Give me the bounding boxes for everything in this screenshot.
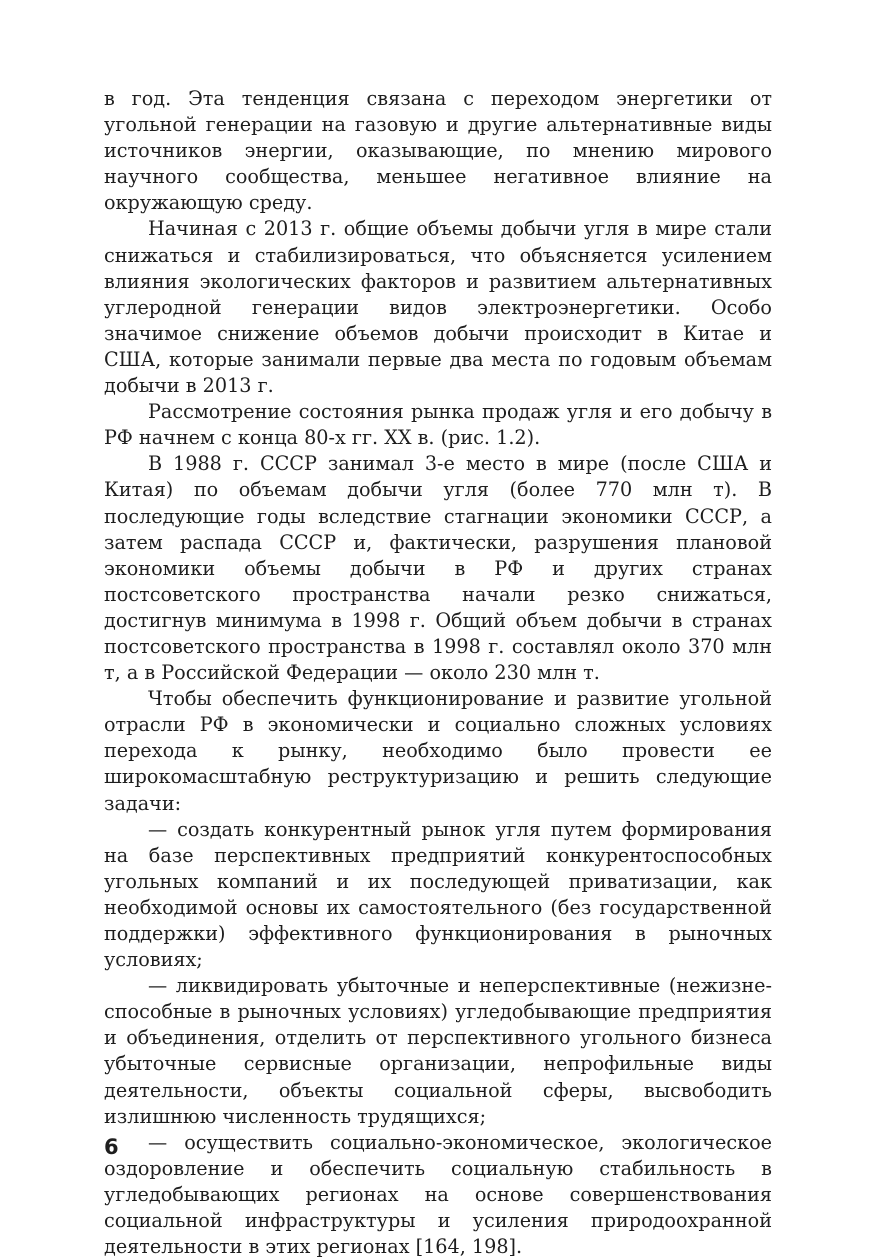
page-body [104, 86, 772, 1260]
paragraph: Рассмотрение состояния рынка продаж угля и его добычу в РФ начнем с конца 80-х гг. XX в. (рис. 1.2). [104, 400, 772, 450]
paragraph-continuation: в год. Эта тенденция связана с переходом энергетики от угольной генерации на газовую и другие альтернативные виды источников энергии, оказывающие, по мнению мирового научного сообщества, меньшее негативное влияние на окружающую среду. [104, 87, 772, 215]
paragraph: В 1988 г. СССР занимал 3-е место в мире (после США и Китая) по объемам добычи угля (более 770 млн т). В последующие годы вследствие стагнации экономики СССР, а затем распада СССР и, фактически, разрушения плановой экономики объемы добычи в РФ и других странах постсоветского пространства начали резко снижаться, достигнув минимума в 1998 г. Общий объем добычи в странах постсоветского пространства в 1998 г. составлял около 370 млн т, а в Российской Федерации — около 230 млн т. [104, 452, 772, 685]
page-number: 6 [104, 1135, 119, 1159]
list-item: — ликвидировать убыточные и неперспективные (нежизнеспособные в рыночных условиях) угледобывающие предприятия и объединения, отделить от перспективного угольного бизнеса убыточные сервисные организации, непрофильные виды деятельности, объекты социальной сферы, высвободить излишнюю численность трудящихся; [104, 974, 772, 1128]
list-item: — осуществить социально-экономическое, экологическое оздоровление и обеспечить социальную стабильность в угледобывающих регионах на основе совершенствования социальной инфраструктуры и усиления природоохранной деятельности в этих регионах [164, 198]. [104, 1130, 772, 1259]
paragraph: Чтобы обеспечить функционирование и развитие угольной отрасли РФ в экономически и социально сложных условиях перехода к рынку, необходимо было провести ее широкомасштабную реструктуризацию и решить следующие задачи: [104, 687, 772, 815]
list-item: — создать конкурентный рынок угля путем формирования на базе перспективных предприятий конкурентоспособных угольных компаний и их последующей приватизации, как необходимой основы их самостоятельного (без государственной поддержки) эффективного функционирования в рыночных условиях; [104, 817, 772, 972]
paragraph: Начиная с 2013 г. общие объемы добычи угля в мире стали снижаться и стабилизироваться, что объясняется усилением влияния экологических факторов и развитием альтернативных углеродной генерации видов электроэнергетики. Особо значимое снижение объемов добычи происходит в Китае и США, которые занимали первые два места по годовым объемам добычи в 2013 г. [104, 217, 772, 398]
